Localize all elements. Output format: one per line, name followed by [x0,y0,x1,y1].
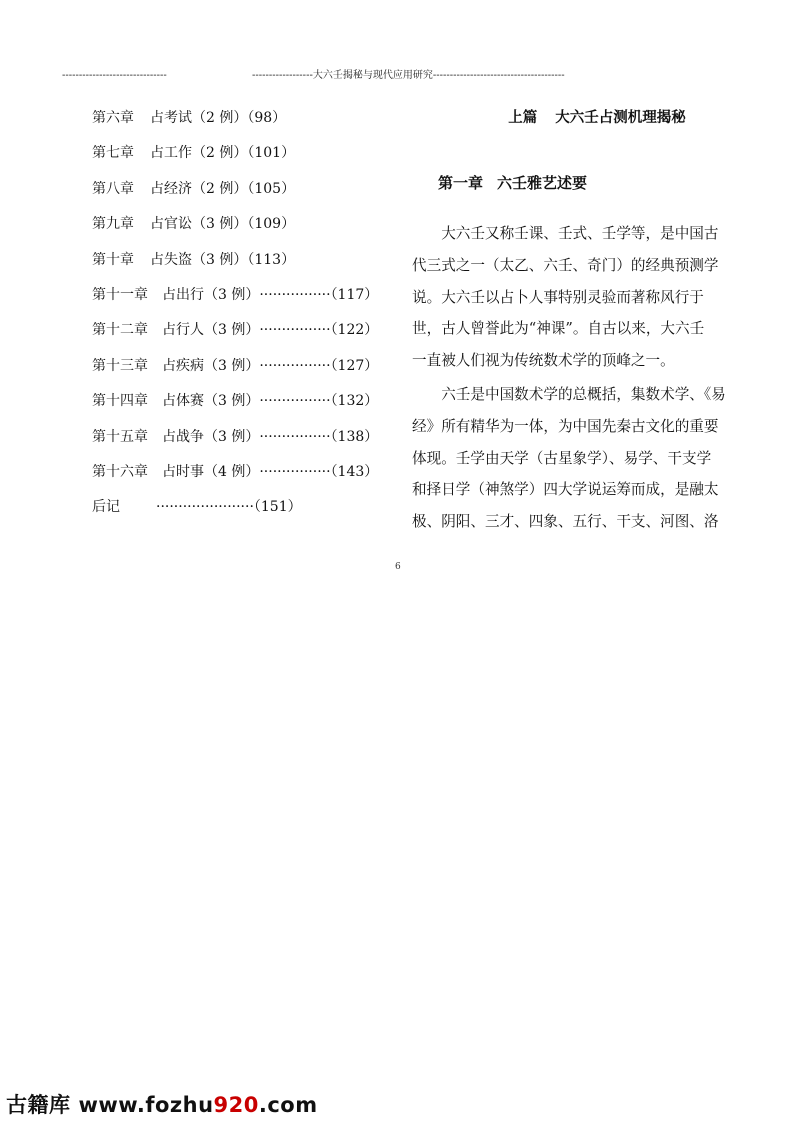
toc-entry[interactable] [92,320,392,355]
toc-title: 占考试（2 例）（98） [150,110,287,126]
part-title: 大六壬占测机理揭秘 [555,110,686,126]
watermark-url [79,1093,318,1117]
site-watermark [6,1089,318,1117]
toc-chapter-label: 第八章 [92,180,134,197]
toc-entry[interactable] [92,108,392,143]
toc-entry[interactable] [92,250,392,285]
text-line: 极、阴阳、三才、四象、五行、干支、河图、洛 [412,513,719,531]
toc-entry[interactable] [92,462,392,497]
toc-entry[interactable] [92,497,392,532]
page-number: 6 [395,562,401,572]
header-left-rule: ------------------------------- [62,70,167,81]
toc-leader-page: ················（117） [259,286,379,303]
toc-leader-page: ················（138） [259,428,379,445]
watermark-url-digits: 920 [213,1093,259,1117]
toc-leader-page: ················（143） [259,463,379,480]
toc-title: 占疾病（3 例） [162,357,260,374]
text-line: 六壬是中国数术学的总概括，集数术学、《易 [441,385,726,403]
watermark-url-prefix: www.fozhu [78,1093,214,1117]
text-line: 世，古人曾誉此为“神课”。自古以来，大六壬 [412,320,705,338]
toc-title: 占战争（3 例） [162,428,260,445]
toc-chapter-label: 第六章 [92,110,134,126]
header-title: ------------------大六壬揭秘与现代应用研究--------------------------------------- [252,70,565,81]
toc-leader-page: ················（122） [259,322,379,339]
toc-entry[interactable] [92,143,392,178]
part-heading [452,108,742,128]
toc-entry[interactable] [92,179,392,214]
toc-title: 占行人（3 例） [162,322,260,339]
toc-leader-page: ······················（151） [156,499,302,516]
toc-chapter-label: 第十六章 [92,463,148,480]
toc-title: 占工作（2 例）（101） [150,145,296,162]
toc-title: 占出行（3 例） [162,286,260,303]
table-of-contents [92,108,392,533]
text-line: 说。大六壬以占卜人事特别灵验而著称风行于 [412,288,704,306]
toc-chapter-label: 第十三章 [92,357,148,374]
toc-entry[interactable] [92,391,392,426]
text-line: 经》所有精华为一体，为中国先秦古文化的重要 [412,417,719,435]
toc-chapter-label: 第十四章 [92,393,148,410]
text-line: 和择日学（神煞学）四大学说运筹而成，是融太 [412,481,719,499]
running-header [62,68,742,84]
paragraph-1 [412,218,742,377]
toc-entry[interactable] [92,285,392,320]
toc-chapter-label: 第七章 [92,145,134,162]
watermark-site-name: 古籍库 [6,1093,71,1117]
body-column [412,108,742,538]
toc-title: 占时事（4 例） [162,463,260,480]
text-line: 一直被人们视为传统数术学的顶峰之一。 [412,352,675,370]
paragraph-2 [412,379,742,538]
chapter-title: 六壬雅艺述要 [497,174,588,192]
watermark-url-suffix: .com [258,1093,318,1117]
toc-chapter-label: 第十五章 [92,428,148,445]
toc-chapter-label: 第十一章 [92,286,148,303]
toc-chapter-label: 第九章 [92,216,134,233]
toc-chapter-label: 第十章 [92,251,134,268]
part-label: 上篇 [508,110,538,126]
toc-entry[interactable] [92,356,392,391]
toc-leader-page: ················（127） [259,357,379,374]
toc-title: 占体赛（3 例） [162,393,260,410]
toc-chapter-label: 第十二章 [92,322,148,339]
toc-leader-page: ················（132） [259,393,379,410]
toc-title: 占失盗（3 例）（113） [150,251,296,268]
toc-entry[interactable] [92,427,392,462]
chapter-heading [438,172,742,194]
chapter-label: 第一章 [438,174,484,192]
toc-title: 占经济（2 例）（105） [150,180,296,197]
toc-title: 占官讼（3 例）（109） [150,216,296,233]
text-line: 大六壬又称壬课、壬式、壬学等，是中国古 [441,225,719,242]
text-line: 代三式之一（太乙、六壬、奇门）的经典预测学 [412,256,719,274]
text-line: 体现。壬学由天学（古星象学）、易学、干支学 [412,449,712,467]
toc-entry[interactable] [92,214,392,249]
toc-chapter-label: 后记 [92,499,120,516]
